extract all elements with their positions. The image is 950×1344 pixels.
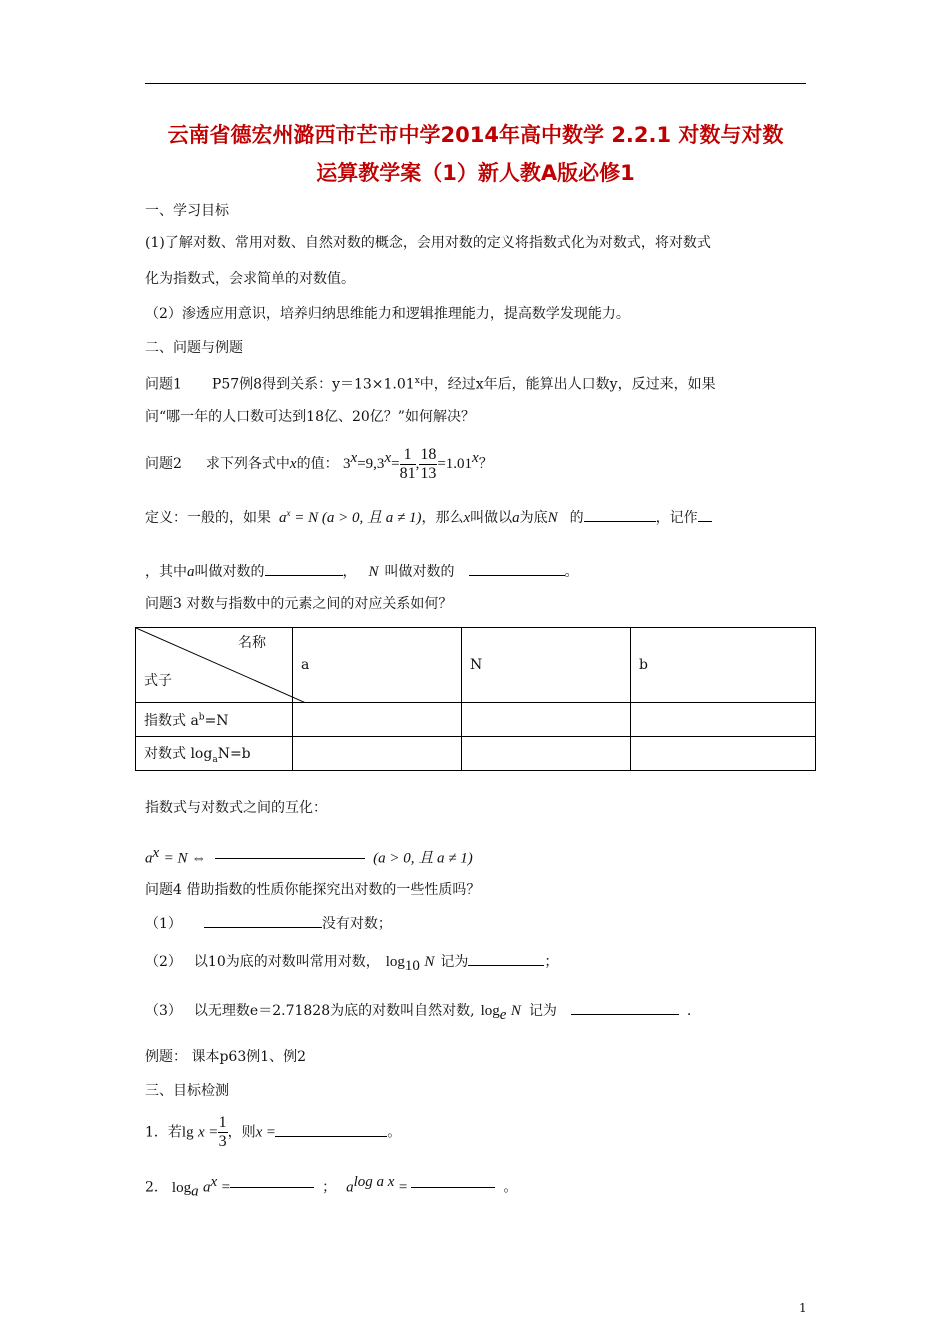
question-2-text2: 的值： xyxy=(296,455,339,472)
fraction-one-third: $\frac{1}{3}$ xyxy=(218,1114,227,1150)
table-cell[interactable] xyxy=(293,703,462,737)
diagonal-line xyxy=(136,628,306,703)
blank-base[interactable] xyxy=(265,561,343,576)
blank-property-1[interactable] xyxy=(204,913,322,928)
blank-test-1[interactable] xyxy=(275,1122,387,1137)
blank-property-3[interactable] xyxy=(571,1000,679,1015)
table-row xyxy=(136,703,816,737)
property-3: （3） 以无理数e＝2.71828为底的对数叫自然对数, $\log_e N$ 记为 . xyxy=(145,1000,691,1025)
goal-1-line-1: (1)了解对数、常用对数、自然对数的概念，会用对数的定义将指数式化为对数式，将对数式 xyxy=(145,235,711,251)
fraction-1-81: $\frac{1}{81}$ xyxy=(399,446,416,482)
definition-formula: $a^x = N$ (a > 0, 且 a ≠ 1) xyxy=(279,508,422,526)
question-2-text: 求下列各式中 xyxy=(205,455,290,472)
question-1-line-1 xyxy=(145,371,716,395)
conversion-formula: $a^x = N$ ⇔ (a > 0, 且 a ≠ 1) xyxy=(145,845,473,867)
blank-notation[interactable] xyxy=(698,507,712,522)
table-cell[interactable] xyxy=(462,703,631,737)
question-2: 问题2 求下列各式中x的值： $3^x=9,3^x=$ $\frac{1}{81}$ , $\frac{18}{13}$ $=1.01^x$？ xyxy=(145,446,493,482)
question-1-text-cont: 中，经过x年后，能算出人口数y，反过来，如果 xyxy=(419,376,716,393)
blank-conversion[interactable] xyxy=(215,858,365,859)
question-3: 问题3 对数与指数中的元素之间的对应关系如何？ xyxy=(145,596,453,612)
question-1-label: 问题1 xyxy=(145,376,182,393)
table-header-row xyxy=(136,628,816,703)
correspondence-table xyxy=(135,627,816,771)
blank-property-2[interactable] xyxy=(468,951,544,966)
question-1-line-2: 问“哪一年的人口数可达到18亿、20亿？”如何解决？ xyxy=(145,409,475,425)
goal-1-line-2: 化为指数式，会求简单的对数值。 xyxy=(145,271,355,287)
table-row xyxy=(136,737,816,771)
table-cell[interactable] xyxy=(462,737,631,771)
column-header-a: a xyxy=(293,628,462,703)
test-1: 1．若lg x = $\frac{1}{3}$ ，则x = 。 xyxy=(145,1114,402,1150)
header-rule xyxy=(145,83,806,84)
table-corner-cell xyxy=(136,628,293,703)
question-1-exponent: x xyxy=(414,376,420,386)
question-1-text: P57例8得到关系：y＝13×1.01 xyxy=(211,376,415,393)
row-label-exponential: 指数式 $a^b=N$ xyxy=(136,703,293,737)
table-cell[interactable] xyxy=(631,703,816,737)
definition-line-2: ，其中a叫做对数的 ， N 叫做对数的 。 xyxy=(145,561,579,582)
title-line-2: 运算教学案（1）新人教A版必修1 xyxy=(316,161,635,185)
goal-2: （2）渗透应用意识，培养归纳思维能力和逻辑推理能力，提高数学发现能力。 xyxy=(145,306,630,322)
corner-label-name: 名称 xyxy=(238,635,266,651)
table-cell[interactable] xyxy=(631,737,816,771)
question-2-label: 问题2 xyxy=(145,455,182,472)
row-label-logarithmic: 对数式 $\log_aN=b$ xyxy=(136,737,293,771)
section-1-heading: 一、学习目标 xyxy=(145,203,229,219)
table-cell[interactable] xyxy=(293,737,462,771)
property-1: （1） 没有对数； xyxy=(145,913,392,934)
question-2-var: x xyxy=(289,455,297,472)
definition-line-1: 定义：一般的，如果 $a^x = N$ (a > 0, 且 a ≠ 1)，那么x叫做以a为底N 的 ，记作 xyxy=(145,503,712,528)
blank-test-2a[interactable] xyxy=(230,1187,314,1188)
example: 例题： 课本p63例1、例2 xyxy=(145,1049,307,1065)
blank-true-number[interactable] xyxy=(469,561,565,576)
question-4: 问题4 借助指数的性质你能探究出对数的一些性质吗？ xyxy=(145,882,481,898)
question-2-equation: $3^x=9,3^x=$ $\frac{1}{81}$ , $\frac{18}{13}$ $=1.01^x$ xyxy=(343,446,479,482)
section-2-heading: 二、问题与例题 xyxy=(145,340,243,356)
blank-test-2b[interactable] xyxy=(411,1187,495,1188)
conversion-heading: 指数式与对数式之间的互化： xyxy=(145,800,327,816)
column-header-b: b xyxy=(631,628,816,703)
column-header-N: N xyxy=(462,628,631,703)
property-2: （2） 以10为底的对数叫常用对数， $\log_{10} N$ 记为 ； xyxy=(145,951,558,976)
section-3-heading: 三、目标检测 xyxy=(145,1083,229,1099)
title-line-1: 云南省德宏州潞西市芒市中学2014年高中数学 2.2.1 对数与对数 xyxy=(167,123,784,147)
fraction-18-13: $\frac{18}{13}$ xyxy=(420,446,437,482)
page-number: 1 xyxy=(799,1301,807,1315)
test-2: 2． $\log_a a^x$ = ； $a^{log a x}$ = 。 xyxy=(145,1174,518,1200)
blank-definition[interactable] xyxy=(584,507,656,522)
corner-label-formula: 式子 xyxy=(144,673,172,689)
